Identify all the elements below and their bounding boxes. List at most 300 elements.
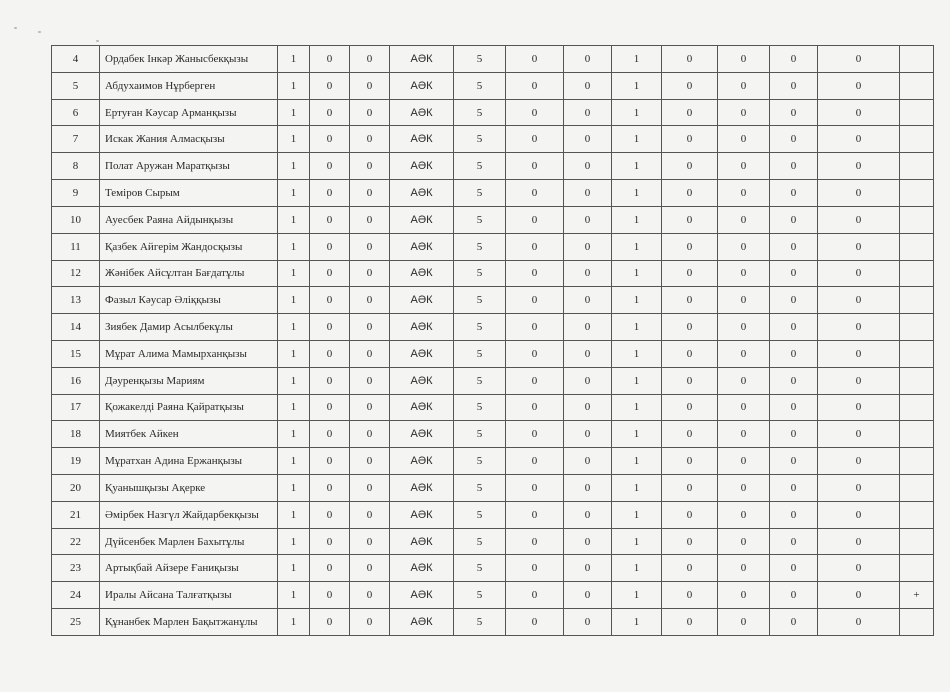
score-cell-c3: 0 <box>350 528 390 555</box>
score-cell-c9: 0 <box>662 475 718 502</box>
row-number-cell: 18 <box>52 421 100 448</box>
score-cell-c10: 0 <box>718 528 770 555</box>
score-cell-c9: 0 <box>662 260 718 287</box>
score-cell-c6: 0 <box>506 528 564 555</box>
score-cell-c11: 0 <box>770 555 818 582</box>
score-cell-c9: 0 <box>662 153 718 180</box>
score-cell-c6: 0 <box>506 153 564 180</box>
score-cell-c2: 0 <box>310 99 350 126</box>
table-row <box>52 46 934 73</box>
row-number-cell: 20 <box>52 475 100 502</box>
score-cell-c11: 0 <box>770 206 818 233</box>
score-cell-c7: 0 <box>564 448 612 475</box>
score-cell-c3: 0 <box>350 340 390 367</box>
score-cell-c5: 5 <box>454 72 506 99</box>
table-row <box>52 555 934 582</box>
score-cell-c3: 0 <box>350 314 390 341</box>
score-cell-c12: 0 <box>818 421 900 448</box>
score-cell-c10: 0 <box>718 367 770 394</box>
score-cell-c9: 0 <box>662 99 718 126</box>
student-name-cell: Ертуған Кәусар Арманқызы <box>100 99 278 126</box>
score-cell-c2: 0 <box>310 501 350 528</box>
score-cell-c3: 0 <box>350 287 390 314</box>
score-cell-c12: 0 <box>818 46 900 73</box>
mark-cell <box>900 367 934 394</box>
score-cell-c9: 0 <box>662 314 718 341</box>
score-cell-c3: 0 <box>350 46 390 73</box>
score-cell-c11: 0 <box>770 421 818 448</box>
score-cell-c8: 1 <box>612 421 662 448</box>
grade-cell: АӘК <box>390 555 454 582</box>
grade-cell: АӘК <box>390 582 454 609</box>
score-cell-c2: 0 <box>310 394 350 421</box>
score-cell-c6: 0 <box>506 46 564 73</box>
score-cell-c8: 1 <box>612 501 662 528</box>
table-row <box>52 260 934 287</box>
score-cell-c6: 0 <box>506 609 564 636</box>
score-cell-c8: 1 <box>612 582 662 609</box>
score-cell-c3: 0 <box>350 448 390 475</box>
score-cell-c2: 0 <box>310 314 350 341</box>
score-cell-c10: 0 <box>718 72 770 99</box>
score-cell-c12: 0 <box>818 448 900 475</box>
score-cell-c11: 0 <box>770 126 818 153</box>
score-cell-c8: 1 <box>612 153 662 180</box>
score-cell-c5: 5 <box>454 609 506 636</box>
score-cell-c1: 1 <box>278 555 310 582</box>
score-cell-c5: 5 <box>454 582 506 609</box>
score-cell-c9: 0 <box>662 287 718 314</box>
row-number-cell: 11 <box>52 233 100 260</box>
score-cell-c12: 0 <box>818 287 900 314</box>
score-cell-c11: 0 <box>770 448 818 475</box>
score-cell-c1: 1 <box>278 180 310 207</box>
score-cell-c6: 0 <box>506 126 564 153</box>
score-cell-c12: 0 <box>818 99 900 126</box>
score-cell-c1: 1 <box>278 126 310 153</box>
score-cell-c2: 0 <box>310 582 350 609</box>
score-cell-c11: 0 <box>770 287 818 314</box>
score-cell-c9: 0 <box>662 394 718 421</box>
score-cell-c11: 0 <box>770 99 818 126</box>
student-name-cell: Дәуренқызы Мариям <box>100 367 278 394</box>
score-cell-c11: 0 <box>770 153 818 180</box>
student-name-cell: Ауесбек Раяна Айдынқызы <box>100 206 278 233</box>
score-cell-c8: 1 <box>612 206 662 233</box>
score-cell-c7: 0 <box>564 582 612 609</box>
score-cell-c6: 0 <box>506 206 564 233</box>
score-cell-c10: 0 <box>718 206 770 233</box>
score-cell-c2: 0 <box>310 421 350 448</box>
mark-cell <box>900 287 934 314</box>
score-cell-c6: 0 <box>506 475 564 502</box>
mark-cell <box>900 609 934 636</box>
score-cell-c3: 0 <box>350 421 390 448</box>
score-cell-c6: 0 <box>506 260 564 287</box>
grade-cell: АӘК <box>390 180 454 207</box>
score-cell-c2: 0 <box>310 206 350 233</box>
student-name-cell: Теміров Сырым <box>100 180 278 207</box>
mark-cell <box>900 72 934 99</box>
score-cell-c3: 0 <box>350 99 390 126</box>
row-number-cell: 5 <box>52 72 100 99</box>
score-cell-c5: 5 <box>454 340 506 367</box>
score-cell-c10: 0 <box>718 475 770 502</box>
score-cell-c3: 0 <box>350 126 390 153</box>
score-cell-c7: 0 <box>564 340 612 367</box>
score-cell-c6: 0 <box>506 287 564 314</box>
score-cell-c11: 0 <box>770 367 818 394</box>
score-cell-c6: 0 <box>506 314 564 341</box>
score-cell-c10: 0 <box>718 555 770 582</box>
grade-cell: АӘК <box>390 206 454 233</box>
mark-cell <box>900 180 934 207</box>
score-cell-c7: 0 <box>564 501 612 528</box>
score-cell-c1: 1 <box>278 206 310 233</box>
score-cell-c7: 0 <box>564 46 612 73</box>
score-cell-c3: 0 <box>350 72 390 99</box>
score-cell-c5: 5 <box>454 421 506 448</box>
row-number-cell: 21 <box>52 501 100 528</box>
score-cell-c9: 0 <box>662 555 718 582</box>
score-cell-c5: 5 <box>454 314 506 341</box>
table-row <box>52 99 934 126</box>
score-cell-c7: 0 <box>564 99 612 126</box>
score-cell-c5: 5 <box>454 153 506 180</box>
mark-cell <box>900 314 934 341</box>
score-cell-c9: 0 <box>662 448 718 475</box>
score-cell-c10: 0 <box>718 609 770 636</box>
score-cell-c2: 0 <box>310 233 350 260</box>
mark-cell <box>900 206 934 233</box>
score-cell-c7: 0 <box>564 180 612 207</box>
score-cell-c2: 0 <box>310 340 350 367</box>
score-cell-c12: 0 <box>818 582 900 609</box>
score-cell-c9: 0 <box>662 609 718 636</box>
grade-cell: АӘК <box>390 528 454 555</box>
score-cell-c11: 0 <box>770 340 818 367</box>
score-cell-c5: 5 <box>454 501 506 528</box>
score-cell-c11: 0 <box>770 475 818 502</box>
score-cell-c1: 1 <box>278 475 310 502</box>
grade-cell: АӘК <box>390 475 454 502</box>
score-cell-c5: 5 <box>454 475 506 502</box>
score-cell-c7: 0 <box>564 609 612 636</box>
score-cell-c1: 1 <box>278 46 310 73</box>
score-cell-c2: 0 <box>310 72 350 99</box>
score-cell-c10: 0 <box>718 501 770 528</box>
score-cell-c7: 0 <box>564 287 612 314</box>
score-cell-c1: 1 <box>278 260 310 287</box>
student-name-cell: Мұратхан Адина Ержанқызы <box>100 448 278 475</box>
score-cell-c2: 0 <box>310 555 350 582</box>
score-cell-c2: 0 <box>310 180 350 207</box>
mark-cell <box>900 448 934 475</box>
score-cell-c5: 5 <box>454 555 506 582</box>
grade-cell: АӘК <box>390 153 454 180</box>
score-cell-c1: 1 <box>278 582 310 609</box>
score-cell-c12: 0 <box>818 609 900 636</box>
mark-cell <box>900 126 934 153</box>
score-cell-c6: 0 <box>506 394 564 421</box>
student-name-cell: Полат Аружан Маратқызы <box>100 153 278 180</box>
score-cell-c1: 1 <box>278 99 310 126</box>
score-cell-c10: 0 <box>718 582 770 609</box>
score-cell-c10: 0 <box>718 340 770 367</box>
row-number-cell: 23 <box>52 555 100 582</box>
row-number-cell: 25 <box>52 609 100 636</box>
score-cell-c7: 0 <box>564 260 612 287</box>
row-number-cell: 4 <box>52 46 100 73</box>
student-name-cell: Дүйсенбек Марлен Бахытұлы <box>100 528 278 555</box>
score-cell-c9: 0 <box>662 46 718 73</box>
score-cell-c11: 0 <box>770 582 818 609</box>
score-cell-c3: 0 <box>350 609 390 636</box>
table-row <box>52 287 934 314</box>
table-row <box>52 314 934 341</box>
score-cell-c2: 0 <box>310 126 350 153</box>
score-cell-c1: 1 <box>278 609 310 636</box>
score-cell-c1: 1 <box>278 421 310 448</box>
score-cell-c1: 1 <box>278 528 310 555</box>
score-cell-c8: 1 <box>612 448 662 475</box>
table-row <box>52 448 934 475</box>
score-cell-c5: 5 <box>454 287 506 314</box>
mark-cell: + <box>900 582 934 609</box>
score-cell-c10: 0 <box>718 260 770 287</box>
student-name-cell: Қуанышқызы Ақерке <box>100 475 278 502</box>
score-cell-c1: 1 <box>278 501 310 528</box>
score-cell-c8: 1 <box>612 180 662 207</box>
mark-cell <box>900 501 934 528</box>
score-cell-c1: 1 <box>278 72 310 99</box>
score-cell-c8: 1 <box>612 99 662 126</box>
table-row <box>52 206 934 233</box>
table-row <box>52 180 934 207</box>
row-number-cell: 13 <box>52 287 100 314</box>
table-row <box>52 72 934 99</box>
row-number-cell: 22 <box>52 528 100 555</box>
student-name-cell: Искак Жания Алмасқызы <box>100 126 278 153</box>
score-cell-c8: 1 <box>612 126 662 153</box>
student-name-cell: Әмірбек Назгүл Жайдарбекқызы <box>100 501 278 528</box>
grade-cell: АӘК <box>390 233 454 260</box>
score-cell-c12: 0 <box>818 180 900 207</box>
mark-cell <box>900 153 934 180</box>
score-cell-c12: 0 <box>818 233 900 260</box>
score-cell-c11: 0 <box>770 260 818 287</box>
score-cell-c10: 0 <box>718 180 770 207</box>
student-name-cell: Миятбек Айкен <box>100 421 278 448</box>
score-cell-c2: 0 <box>310 367 350 394</box>
mark-cell <box>900 99 934 126</box>
grade-cell: АӘК <box>390 340 454 367</box>
score-cell-c12: 0 <box>818 314 900 341</box>
score-cell-c1: 1 <box>278 233 310 260</box>
table-row <box>52 126 934 153</box>
grade-cell: АӘК <box>390 314 454 341</box>
score-cell-c9: 0 <box>662 180 718 207</box>
score-cell-c8: 1 <box>612 287 662 314</box>
score-cell-c5: 5 <box>454 233 506 260</box>
score-cell-c11: 0 <box>770 46 818 73</box>
score-cell-c7: 0 <box>564 394 612 421</box>
score-cell-c6: 0 <box>506 582 564 609</box>
row-number-cell: 24 <box>52 582 100 609</box>
score-cell-c9: 0 <box>662 126 718 153</box>
score-cell-c7: 0 <box>564 475 612 502</box>
student-name-cell: Фазыл Кәусар Әліққызы <box>100 287 278 314</box>
table-row <box>52 528 934 555</box>
row-number-cell: 19 <box>52 448 100 475</box>
score-cell-c6: 0 <box>506 501 564 528</box>
student-name-cell: Құнанбек Марлен Бақытжанұлы <box>100 609 278 636</box>
student-name-cell: Иралы Айсана Талғатқызы <box>100 582 278 609</box>
score-cell-c3: 0 <box>350 475 390 502</box>
table-row <box>52 340 934 367</box>
score-cell-c10: 0 <box>718 394 770 421</box>
score-cell-c7: 0 <box>564 206 612 233</box>
score-cell-c8: 1 <box>612 528 662 555</box>
row-number-cell: 8 <box>52 153 100 180</box>
student-name-cell: Ордабек Інкәр Жанысбекқызы <box>100 46 278 73</box>
score-cell-c1: 1 <box>278 287 310 314</box>
score-cell-c11: 0 <box>770 314 818 341</box>
score-cell-c2: 0 <box>310 153 350 180</box>
score-cell-c8: 1 <box>612 46 662 73</box>
score-cell-c12: 0 <box>818 501 900 528</box>
score-cell-c12: 0 <box>818 475 900 502</box>
score-cell-c2: 0 <box>310 46 350 73</box>
score-cell-c7: 0 <box>564 126 612 153</box>
score-cell-c10: 0 <box>718 46 770 73</box>
mark-cell <box>900 555 934 582</box>
score-cell-c10: 0 <box>718 287 770 314</box>
row-number-cell: 12 <box>52 260 100 287</box>
score-cell-c10: 0 <box>718 99 770 126</box>
score-cell-c11: 0 <box>770 233 818 260</box>
row-number-cell: 9 <box>52 180 100 207</box>
score-cell-c7: 0 <box>564 421 612 448</box>
score-cell-c8: 1 <box>612 394 662 421</box>
score-cell-c5: 5 <box>454 180 506 207</box>
score-cell-c5: 5 <box>454 528 506 555</box>
score-cell-c5: 5 <box>454 394 506 421</box>
scan-speck <box>14 27 17 29</box>
score-cell-c5: 5 <box>454 46 506 73</box>
score-cell-c9: 0 <box>662 528 718 555</box>
score-cell-c5: 5 <box>454 99 506 126</box>
student-name-cell: Артықбай Айзере Ғаниқызы <box>100 555 278 582</box>
score-cell-c6: 0 <box>506 421 564 448</box>
score-cell-c12: 0 <box>818 394 900 421</box>
student-name-cell: Абдухаимов Нұрберген <box>100 72 278 99</box>
score-cell-c12: 0 <box>818 153 900 180</box>
score-cell-c7: 0 <box>564 153 612 180</box>
grade-cell: АӘК <box>390 609 454 636</box>
score-cell-c7: 0 <box>564 528 612 555</box>
score-cell-c3: 0 <box>350 394 390 421</box>
row-number-cell: 7 <box>52 126 100 153</box>
score-cell-c5: 5 <box>454 260 506 287</box>
score-cell-c10: 0 <box>718 448 770 475</box>
score-cell-c2: 0 <box>310 448 350 475</box>
score-cell-c2: 0 <box>310 287 350 314</box>
scan-speck <box>96 40 99 42</box>
score-cell-c9: 0 <box>662 367 718 394</box>
score-cell-c11: 0 <box>770 394 818 421</box>
student-name-cell: Жәнібек Айсұлтан Бағдатұлы <box>100 260 278 287</box>
score-cell-c2: 0 <box>310 260 350 287</box>
score-cell-c3: 0 <box>350 153 390 180</box>
score-cell-c3: 0 <box>350 582 390 609</box>
student-name-cell: Мұрат Алима Мамырханқызы <box>100 340 278 367</box>
table-row <box>52 582 934 609</box>
table-row <box>52 367 934 394</box>
scan-speck <box>38 31 41 33</box>
score-cell-c6: 0 <box>506 367 564 394</box>
table-row <box>52 421 934 448</box>
table-row <box>52 609 934 636</box>
score-cell-c12: 0 <box>818 528 900 555</box>
score-cell-c2: 0 <box>310 475 350 502</box>
table-row <box>52 394 934 421</box>
score-cell-c7: 0 <box>564 72 612 99</box>
score-cell-c3: 0 <box>350 206 390 233</box>
score-cell-c12: 0 <box>818 126 900 153</box>
grade-cell: АӘК <box>390 367 454 394</box>
score-cell-c10: 0 <box>718 421 770 448</box>
score-cell-c1: 1 <box>278 340 310 367</box>
row-number-cell: 15 <box>52 340 100 367</box>
mark-cell <box>900 394 934 421</box>
student-results-table <box>51 45 934 636</box>
row-number-cell: 10 <box>52 206 100 233</box>
score-cell-c6: 0 <box>506 72 564 99</box>
score-cell-c5: 5 <box>454 126 506 153</box>
student-name-cell: Зиябек Дамир Асылбекұлы <box>100 314 278 341</box>
score-cell-c3: 0 <box>350 501 390 528</box>
score-cell-c12: 0 <box>818 72 900 99</box>
table-row <box>52 153 934 180</box>
score-cell-c5: 5 <box>454 206 506 233</box>
score-cell-c6: 0 <box>506 180 564 207</box>
score-cell-c10: 0 <box>718 126 770 153</box>
score-cell-c3: 0 <box>350 367 390 394</box>
table-body <box>52 46 934 636</box>
score-cell-c2: 0 <box>310 609 350 636</box>
score-cell-c10: 0 <box>718 314 770 341</box>
score-cell-c6: 0 <box>506 340 564 367</box>
score-cell-c6: 0 <box>506 555 564 582</box>
score-cell-c12: 0 <box>818 260 900 287</box>
student-name-cell: Қазбек Айгерім Жандосқызы <box>100 233 278 260</box>
score-cell-c12: 0 <box>818 555 900 582</box>
score-cell-c5: 5 <box>454 448 506 475</box>
score-cell-c8: 1 <box>612 340 662 367</box>
student-name-cell: Қожакелді Раяна Қайратқызы <box>100 394 278 421</box>
grade-cell: АӘК <box>390 501 454 528</box>
table-row <box>52 501 934 528</box>
score-cell-c1: 1 <box>278 367 310 394</box>
mark-cell <box>900 528 934 555</box>
score-cell-c6: 0 <box>506 233 564 260</box>
score-cell-c8: 1 <box>612 609 662 636</box>
score-cell-c11: 0 <box>770 528 818 555</box>
mark-cell <box>900 475 934 502</box>
table-row <box>52 475 934 502</box>
score-cell-c6: 0 <box>506 448 564 475</box>
